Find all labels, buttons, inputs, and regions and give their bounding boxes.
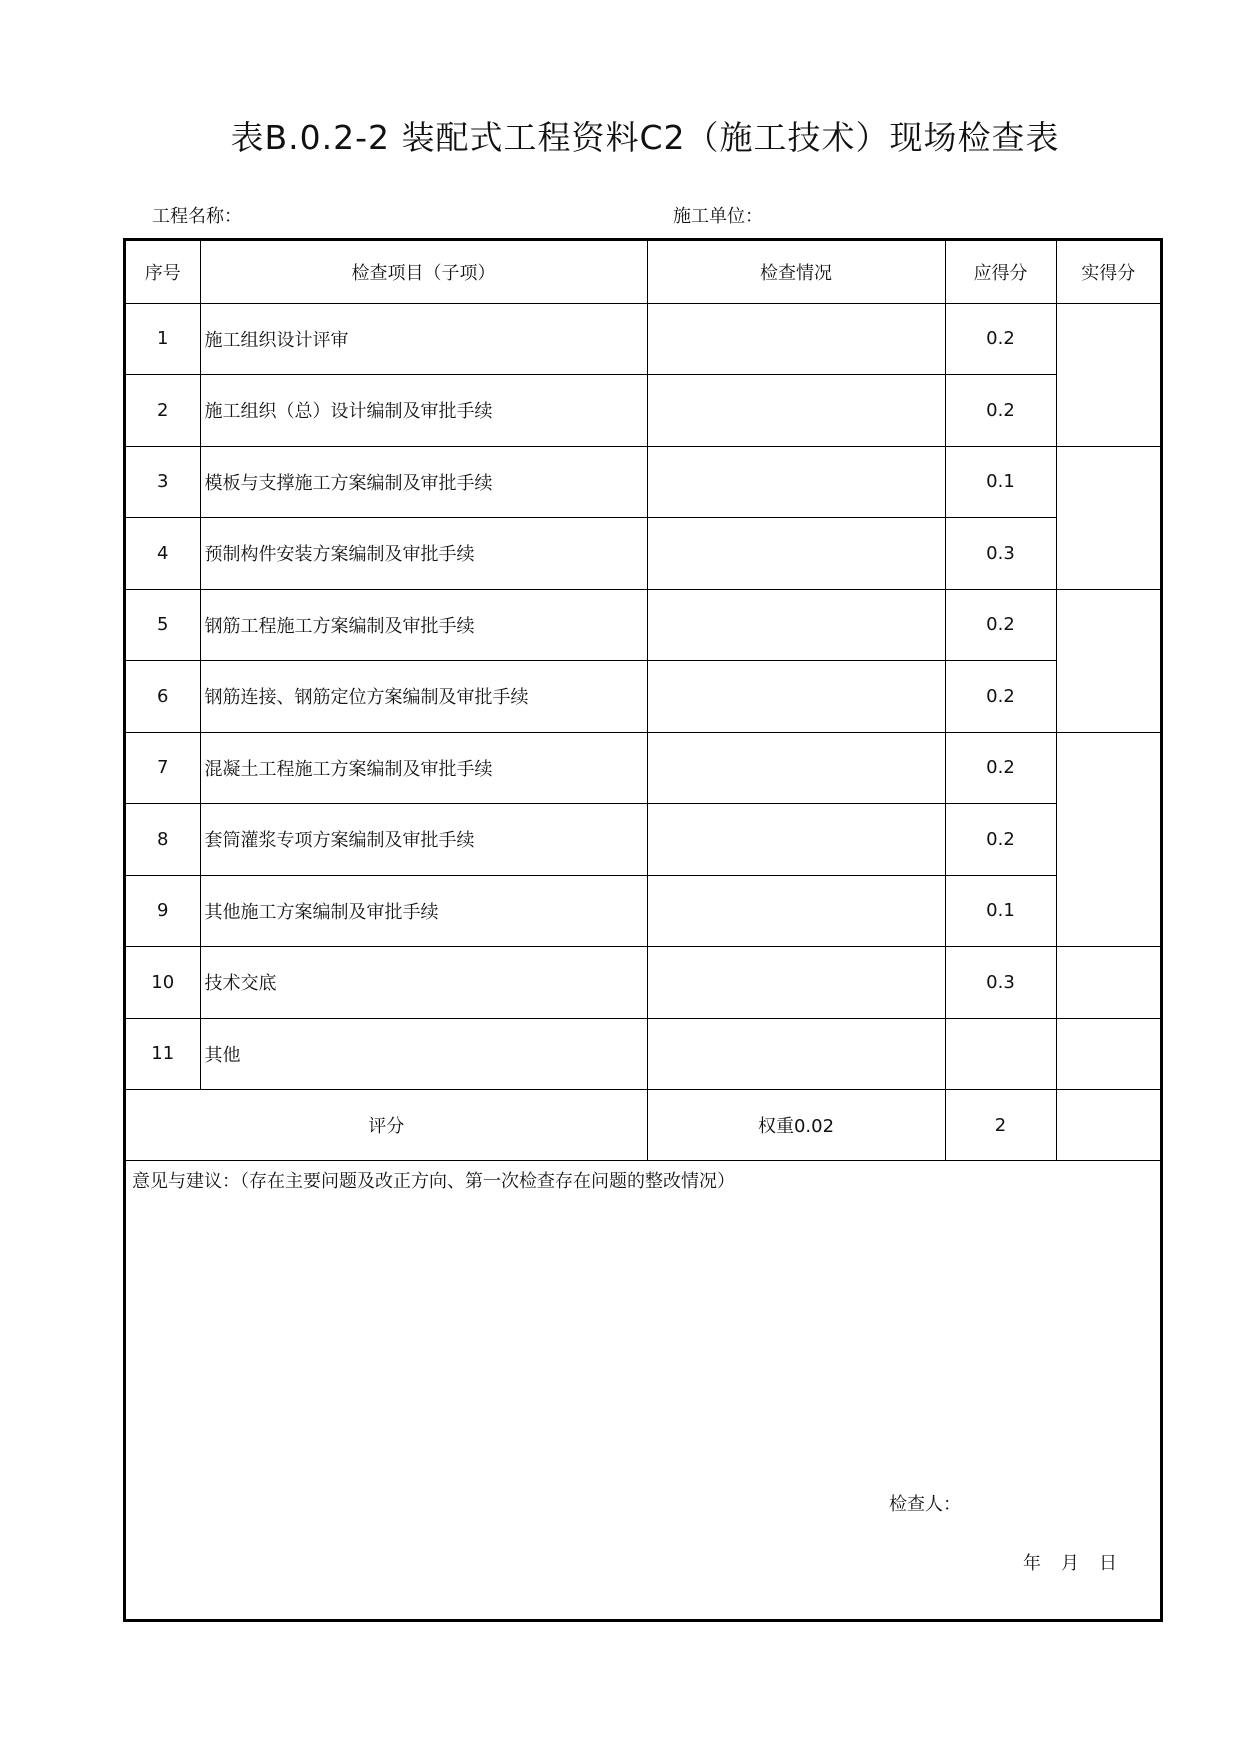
- row-result-cell[interactable]: [647, 947, 945, 1019]
- row-item: 预制构件安装方案编制及审批手续: [200, 518, 647, 590]
- actual-score-cell-group-3[interactable]: [1056, 589, 1160, 732]
- actual-score-cell-group-2[interactable]: [1056, 446, 1160, 589]
- score-label: 评分: [126, 1090, 647, 1161]
- inspection-sheet: [123, 238, 1163, 1622]
- row-item: 其他施工方案编制及审批手续: [200, 875, 647, 947]
- inspection-table: [126, 241, 1160, 1161]
- row-item: 钢筋工程施工方案编制及审批手续: [200, 589, 647, 661]
- row-result-cell[interactable]: [647, 589, 945, 661]
- actual-score-cell[interactable]: [1056, 947, 1160, 1019]
- table-row: [126, 875, 1160, 947]
- date-month-label: 月: [1061, 1553, 1079, 1574]
- comments-section[interactable]: [126, 1155, 1160, 1619]
- row-result-cell[interactable]: [647, 732, 945, 804]
- row-score: 0.2: [945, 732, 1056, 804]
- construction-unit-label: 施工单位：: [673, 206, 763, 227]
- row-score: [945, 1018, 1056, 1090]
- score-weight: 权重0.02: [647, 1090, 945, 1161]
- header-score: 应得分: [945, 241, 1056, 303]
- row-score: 0.2: [945, 303, 1056, 375]
- actual-score-cell[interactable]: [1056, 1018, 1160, 1090]
- row-no: 2: [126, 375, 200, 447]
- score-total: 2: [945, 1090, 1056, 1161]
- header-actual: 实得分: [1056, 241, 1160, 303]
- row-score: 0.1: [945, 875, 1056, 947]
- row-no: 4: [126, 518, 200, 590]
- row-no: 1: [126, 303, 200, 375]
- row-score: 0.2: [945, 589, 1056, 661]
- score-actual-cell[interactable]: [1056, 1090, 1160, 1161]
- row-item: 钢筋连接、钢筋定位方案编制及审批手续: [200, 661, 647, 733]
- score-summary-row: [126, 1090, 1160, 1161]
- inspector-label: 检查人：: [889, 1494, 961, 1515]
- row-score: 0.2: [945, 661, 1056, 733]
- table-row: [126, 375, 1160, 447]
- table-header-row: [126, 241, 1160, 303]
- row-score: 0.2: [945, 804, 1056, 876]
- table-row: [126, 661, 1160, 733]
- table-row: [126, 732, 1160, 804]
- table-row: [126, 804, 1160, 876]
- table-row: [126, 589, 1160, 661]
- row-item: 套筒灌浆专项方案编制及审批手续: [200, 804, 647, 876]
- table-row: [126, 1018, 1160, 1090]
- table-row: [126, 446, 1160, 518]
- row-result-cell[interactable]: [647, 446, 945, 518]
- row-no: 7: [126, 732, 200, 804]
- row-result-cell[interactable]: [647, 303, 945, 375]
- actual-score-cell-group-4[interactable]: [1056, 732, 1160, 947]
- header-item: 检查项目（子项）: [200, 241, 647, 303]
- comments-label: 意见与建议：（存在主要问题及改正方向、第一次检查存在问题的整改情况）: [132, 1171, 735, 1192]
- table-row: [126, 947, 1160, 1019]
- row-item: 施工组织（总）设计编制及审批手续: [200, 375, 647, 447]
- row-score: 0.3: [945, 947, 1056, 1019]
- row-result-cell[interactable]: [647, 875, 945, 947]
- row-no: 3: [126, 446, 200, 518]
- header-no: 序号: [126, 241, 200, 303]
- row-score: 0.1: [945, 446, 1056, 518]
- row-result-cell[interactable]: [647, 1018, 945, 1090]
- actual-score-cell-group-1[interactable]: [1056, 303, 1160, 446]
- row-no: 5: [126, 589, 200, 661]
- row-no: 8: [126, 804, 200, 876]
- row-item: 模板与支撑施工方案编制及审批手续: [200, 446, 647, 518]
- row-item: 混凝土工程施工方案编制及审批手续: [200, 732, 647, 804]
- row-result-cell[interactable]: [647, 375, 945, 447]
- project-name-label: 工程名称：: [152, 206, 242, 227]
- date-year-label: 年: [1023, 1553, 1041, 1574]
- date-day-label: 日: [1099, 1553, 1117, 1574]
- row-no: 10: [126, 947, 200, 1019]
- table-row: [126, 303, 1160, 375]
- row-no: 11: [126, 1018, 200, 1090]
- row-result-cell[interactable]: [647, 804, 945, 876]
- row-no: 9: [126, 875, 200, 947]
- page-title: 表B.0.2-2 装配式工程资料C2（施工技术）现场检查表: [230, 118, 1060, 157]
- row-no: 6: [126, 661, 200, 733]
- row-item: 施工组织设计评审: [200, 303, 647, 375]
- row-result-cell[interactable]: [647, 661, 945, 733]
- row-score: 0.2: [945, 375, 1056, 447]
- row-score: 0.3: [945, 518, 1056, 590]
- header-result: 检查情况: [647, 241, 945, 303]
- row-result-cell[interactable]: [647, 518, 945, 590]
- table-row: [126, 518, 1160, 590]
- row-item: 其他: [200, 1018, 647, 1090]
- date-line: [1023, 1549, 1137, 1575]
- row-item: 技术交底: [200, 947, 647, 1019]
